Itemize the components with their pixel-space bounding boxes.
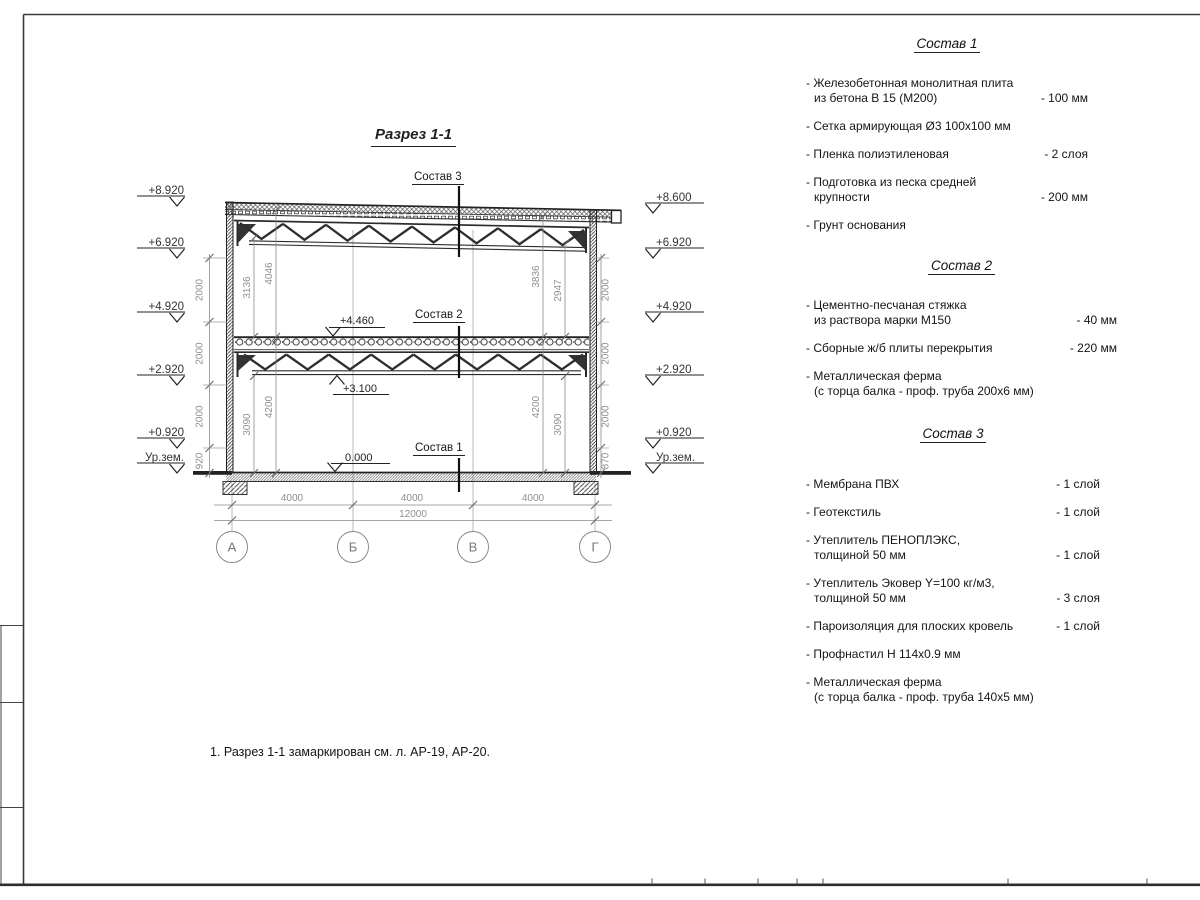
spec-item-text: - Утеплитель Эковер Y=100 кг/м3, <box>806 576 995 590</box>
spec-item <box>806 619 1100 634</box>
spec-item-value: - 100 мм <box>1040 91 1088 105</box>
ground-level-label: Ур.зем. <box>144 452 184 464</box>
elevation-label: +2.920 <box>656 364 692 376</box>
spec-item-text: - Грунт основания <box>806 218 906 232</box>
spec-item <box>806 477 1100 492</box>
axis-label: В <box>468 539 478 555</box>
spec-item <box>806 533 1100 563</box>
spec-item-text: - Цементно-песчаная стяжка <box>806 298 967 312</box>
spec-item-value: - 2 слоя <box>1044 147 1088 161</box>
spec-item-text: крупности <box>814 190 870 204</box>
dim-text: 4200 <box>264 395 275 419</box>
dim-text: 3836 <box>531 265 542 288</box>
elevation-label: +4.920 <box>656 301 692 313</box>
spec-item-value: - 1 слой <box>1056 505 1100 519</box>
spec-item <box>806 647 1100 662</box>
spec-item-text: толщиной 50 мм <box>814 548 906 562</box>
spec-item <box>806 218 1088 233</box>
spec-item-value: - 1 слой <box>1056 477 1100 491</box>
composition-2-label: Состав 2 <box>415 309 463 321</box>
spec-item-value: - 220 мм <box>1069 341 1117 355</box>
dim-text: 12000 <box>399 509 427 520</box>
dim-text: 2000 <box>194 278 206 302</box>
axis-label: Г <box>591 539 599 555</box>
spec-item <box>806 341 1117 356</box>
spec-item-text: - Пароизоляция для плоских кровель <box>806 619 1014 633</box>
elevation-label: +0.920 <box>656 427 692 439</box>
dim-text: 2947 <box>553 279 564 302</box>
slab-top-level: +4.460 <box>340 315 374 327</box>
spec-item-value: - 1 слой <box>1056 619 1100 633</box>
elevation-label: +6.920 <box>148 237 184 249</box>
floor-level: 0.000 <box>345 452 373 464</box>
dim-text: 2000 <box>600 405 612 428</box>
spec-item-text: - Сетка армирующая Ø3 100х100 мм <box>806 119 1011 133</box>
dim-text: 3090 <box>242 413 253 436</box>
spec-item-text: - Металлическая ферма <box>806 369 942 383</box>
spec-item-text: (с торца балка - проф. труба 140х5 мм) <box>814 690 1034 704</box>
floor-truss-diagonals <box>244 355 583 370</box>
spec-item-text: - Геотекстиль <box>806 505 881 519</box>
spec-item <box>806 119 1088 134</box>
spec-item-text: - Профнастил Н 114х0.9 мм <box>806 647 961 661</box>
elevation-label: +8.600 <box>656 192 692 204</box>
spec-list-2 <box>806 258 1117 412</box>
composition-3-label: Состав 3 <box>414 171 462 183</box>
elevation-label: +4.920 <box>148 301 184 313</box>
dim-text: 2000 <box>600 342 612 365</box>
spec-item-value: - 200 мм <box>1040 190 1088 204</box>
spec-item-text: из раствора марки М150 <box>814 313 951 327</box>
right-elevation-labels <box>656 192 695 464</box>
spec-item-text: (с торца балка - проф. труба 200х6 мм) <box>814 384 1034 398</box>
spec-item <box>806 175 1088 205</box>
spec-item <box>806 147 1088 162</box>
spec-header: Состав 2 <box>806 258 1117 275</box>
spec-item-text: - Железобетонная монолитная плита <box>806 76 1014 90</box>
dim-text: 2000 <box>600 278 612 302</box>
dim-text: 4046 <box>264 262 275 285</box>
spec-item <box>806 505 1100 520</box>
vertical-dimension-texts <box>195 262 612 469</box>
dim-text: 3136 <box>242 276 253 299</box>
sheet-note: 1. Разрез 1-1 замаркирован см. л. АР-19, АР-20. <box>210 745 491 759</box>
spec-header: Состав 1 <box>806 36 1088 53</box>
dim-text: 4200 <box>531 395 542 419</box>
spec-item-text: - Мембрана ПВХ <box>806 477 900 491</box>
drawing-title: Разрез 1-1 <box>371 126 456 147</box>
ground-level-label: Ур.зем. <box>656 452 696 464</box>
axis-bubbles <box>217 532 611 563</box>
spec-item-text: - Пленка полиэтиленовая <box>806 147 949 161</box>
spec-item-text: - Металлическая ферма <box>806 675 942 689</box>
spec-item <box>806 298 1117 328</box>
dim-text: 2000 <box>194 405 206 428</box>
dim-text: 2000 <box>194 342 206 365</box>
axis-label: Б <box>348 539 358 555</box>
dim-text: 4000 <box>280 493 304 504</box>
spec-list-3 <box>806 426 1100 718</box>
elevation-label: +0.920 <box>148 427 184 439</box>
spec-item-text: из бетона В 15 (М200) <box>814 91 938 105</box>
spec-item-value: - 1 слой <box>1056 548 1100 562</box>
spec-item-text: - Сборные ж/б плиты перекрытия <box>806 341 993 355</box>
spec-item <box>806 76 1088 106</box>
dim-text: 4000 <box>400 493 424 504</box>
left-elevation-labels <box>145 185 184 464</box>
spec-item <box>806 369 1117 399</box>
spec-item <box>806 675 1100 705</box>
elevation-label: +6.920 <box>656 237 692 249</box>
dim-text: 4000 <box>521 493 545 504</box>
truss-bottom-level: +3.100 <box>343 383 377 395</box>
dim-text: 3090 <box>553 413 564 436</box>
horizontal-dimension-texts <box>281 493 545 520</box>
spec-header: Состав 3 <box>806 426 1100 443</box>
spec-item-value: - 40 мм <box>1076 313 1117 327</box>
level-marks <box>137 196 704 473</box>
axis-label: А <box>227 539 237 555</box>
spec-item-text: - Утеплитель ПЕНОПЛЭКС, <box>806 533 961 547</box>
spec-list-1 <box>806 36 1088 246</box>
elevation-label: +8.920 <box>148 185 184 197</box>
spec-item-value: - 3 слоя <box>1056 591 1100 605</box>
dim-text: 920 <box>194 452 206 470</box>
spec-item-text: толщиной 50 мм <box>814 591 906 605</box>
elevation-label: +2.920 <box>148 364 184 376</box>
composition-1-label: Состав 1 <box>415 442 463 454</box>
dim-text: 870 <box>600 452 612 470</box>
spec-item <box>806 576 1100 606</box>
spec-item-text: - Подготовка из песка средней <box>806 175 977 189</box>
titleblock-stubs <box>652 879 1147 885</box>
